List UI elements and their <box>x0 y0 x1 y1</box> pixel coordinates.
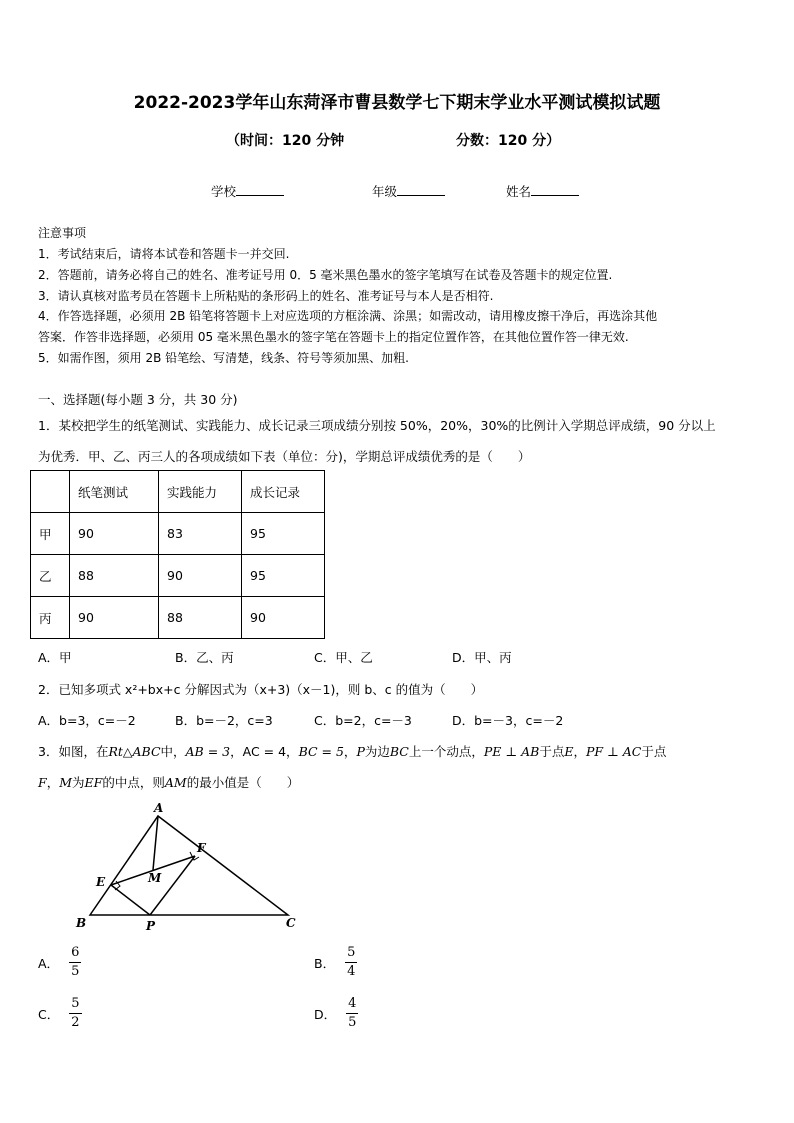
table-cell: 乙 <box>31 555 70 597</box>
note-item-5: 5．如需作图，须用 2B 铅笔绘、写清楚，线条、符号等须加黑、加粗. <box>38 351 409 365</box>
q3-text-ac: ，AC = 4， <box>230 744 299 759</box>
q3-math-p: P <box>356 744 365 759</box>
q3-option-c <box>38 995 82 1032</box>
note-item-4: 4．作答选择题，必须用 2B 铅笔将答题卡上对应选项的方框涂满、涂黑；如需改动，请用橡皮擦干净后，再选涂其他 <box>38 309 658 323</box>
q3-text: 为边 <box>364 744 390 759</box>
table-header-cell: 成长记录 <box>242 471 325 513</box>
numerator: 5 <box>345 944 357 963</box>
option-label: C． <box>38 1006 60 1022</box>
q1-option-a: A．甲 <box>38 650 72 665</box>
q3-math-ab: AB = 3 <box>185 744 231 759</box>
grade-label: 年级 <box>372 184 398 199</box>
table-row <box>31 597 325 639</box>
school-field <box>211 182 284 200</box>
name-blank <box>531 183 579 196</box>
segment-am <box>153 816 158 870</box>
q3-text: ， <box>46 775 60 790</box>
grade-blank <box>397 183 445 196</box>
table-header-cell: 纸笔测试 <box>70 471 159 513</box>
table-cell: 90 <box>70 597 159 639</box>
q3-text: 为 <box>72 775 85 790</box>
q1-option-b: B．乙、丙 <box>175 650 234 665</box>
segment-pe <box>111 885 150 915</box>
grade-field <box>372 182 445 200</box>
note-item-2: 2．答题前，请务必将自己的姓名、准考证号用 0．5 毫米黑色墨水的签字笔填写在试卷及答题卡的规定位置. <box>38 268 613 282</box>
q3-math-f: F <box>38 775 47 790</box>
table-cell: 95 <box>242 513 325 555</box>
score-table <box>30 470 325 639</box>
q3-text: 中， <box>160 744 186 759</box>
name-field <box>506 182 579 200</box>
numerator: 4 <box>346 995 358 1014</box>
table-header-cell <box>31 471 70 513</box>
fraction <box>69 995 81 1032</box>
label-f: F <box>197 841 206 855</box>
denominator: 5 <box>348 1015 357 1030</box>
q3-text: 的最小值是（ ） <box>186 775 300 790</box>
q3-option-a <box>38 944 81 981</box>
q3-math-triangle: Rt△ABC <box>108 744 161 759</box>
q3-math-bc: BC = 5 <box>298 744 344 759</box>
q1-option-c: C．甲、乙 <box>314 650 373 665</box>
table-row <box>31 513 325 555</box>
q3-option-b <box>314 944 357 981</box>
numerator: 5 <box>69 995 81 1014</box>
q2-option-c: C．b=2，c=－3 <box>314 713 412 728</box>
q3-stem-line2 <box>38 773 299 791</box>
label-b: B <box>76 916 87 930</box>
table-cell: 83 <box>159 513 242 555</box>
q3-math-e: E <box>564 744 574 759</box>
segment-pf <box>150 856 195 915</box>
q3-text: 于点 <box>539 744 565 759</box>
section-heading: 一、选择题(每小题 3 分，共 30 分) <box>38 392 238 407</box>
fraction <box>69 944 81 981</box>
table-header-row <box>31 471 325 513</box>
denominator: 5 <box>71 964 80 979</box>
option-label: D． <box>314 1006 337 1022</box>
table-row <box>31 555 325 597</box>
notes-heading: 注意事项 <box>38 226 87 240</box>
label-e: E <box>96 875 106 889</box>
denominator: 4 <box>347 964 356 979</box>
option-label: A． <box>38 955 60 971</box>
name-label: 姓名 <box>506 184 532 199</box>
q3-text: 上一个动点， <box>408 744 484 759</box>
q2-option-a: A．b=3，c=－2 <box>38 713 136 728</box>
note-item-3: 3．请认真核对监考员在答题卡上所粘贴的条形码上的姓名、准考证号与本人是否相符. <box>38 289 494 303</box>
table-cell: 丙 <box>31 597 70 639</box>
table-cell: 90 <box>242 597 325 639</box>
q1-stem-line1: 1．某校把学生的纸笔测试、实践能力、成长记录三项成绩分别按 50%，20%，30%的比例计入学期总评成绩，90 分以上 <box>38 418 716 433</box>
numerator: 6 <box>69 944 81 963</box>
label-a: A <box>154 801 164 815</box>
q3-stem-line1 <box>38 742 666 760</box>
table-cell: 88 <box>70 555 159 597</box>
q3-math-am: AM <box>164 775 187 790</box>
q3-math-ef: EF <box>84 775 103 790</box>
q1-stem-line2: 为优秀．甲、乙、丙三人的各项成绩如下表（单位：分)，学期总评成绩优秀的是（ ） <box>38 449 531 464</box>
triangle-abc <box>90 816 288 915</box>
q2-stem: 2．已知多项式 x²+bx+c 分解因式为（x+3)（x－1)，则 b、c 的值为（ ） <box>38 682 484 697</box>
label-c: C <box>286 916 296 930</box>
table-header-cell: 实践能力 <box>159 471 242 513</box>
label-m: M <box>148 871 162 885</box>
school-blank <box>236 183 284 196</box>
school-label: 学校 <box>211 184 237 199</box>
table-cell: 90 <box>70 513 159 555</box>
q3-text: 于点 <box>641 744 667 759</box>
option-label: B． <box>314 955 336 971</box>
table-cell: 95 <box>242 555 325 597</box>
q3-math-pf: PF ⊥ AC <box>585 744 642 759</box>
exam-score: 分数：120 分） <box>456 133 561 149</box>
note-item-1: 1．考试结束后，请将本试卷和答题卡一并交回. <box>38 247 290 261</box>
q3-text: ， <box>343 744 357 759</box>
triangle-figure <box>70 800 310 940</box>
q3-text: ， <box>573 744 586 759</box>
q1-option-d: D．甲、丙 <box>452 650 512 665</box>
label-p: P <box>146 919 156 933</box>
table-cell: 90 <box>159 555 242 597</box>
q2-option-b: B．b=－2，c=3 <box>175 713 273 728</box>
q3-option-d <box>314 995 358 1032</box>
page-title: 2022-2023学年山东菏泽市曹县数学七下期末学业水平测试模拟试题 <box>133 93 661 113</box>
q3-text: 3．如图，在 <box>38 744 109 759</box>
fraction <box>345 944 357 981</box>
q3-text: 的中点，则 <box>102 775 165 790</box>
q3-math-pe: PE ⊥ AB <box>483 744 540 759</box>
table-cell: 88 <box>159 597 242 639</box>
exam-time: （时间：120 分钟 <box>226 133 345 149</box>
q2-option-d: D．b=－3，c=－2 <box>452 713 564 728</box>
fraction <box>346 995 358 1032</box>
note-item-4-cont: 答案．作答非选择题，必须用 05 毫米黑色墨水的签字笔在答题卡上的指定位置作答，在其他位置作答一律无效. <box>38 330 629 344</box>
table-cell: 甲 <box>31 513 70 555</box>
q3-math-m: M <box>59 775 73 790</box>
q3-math-bc2: BC <box>389 744 409 759</box>
denominator: 2 <box>71 1015 80 1030</box>
